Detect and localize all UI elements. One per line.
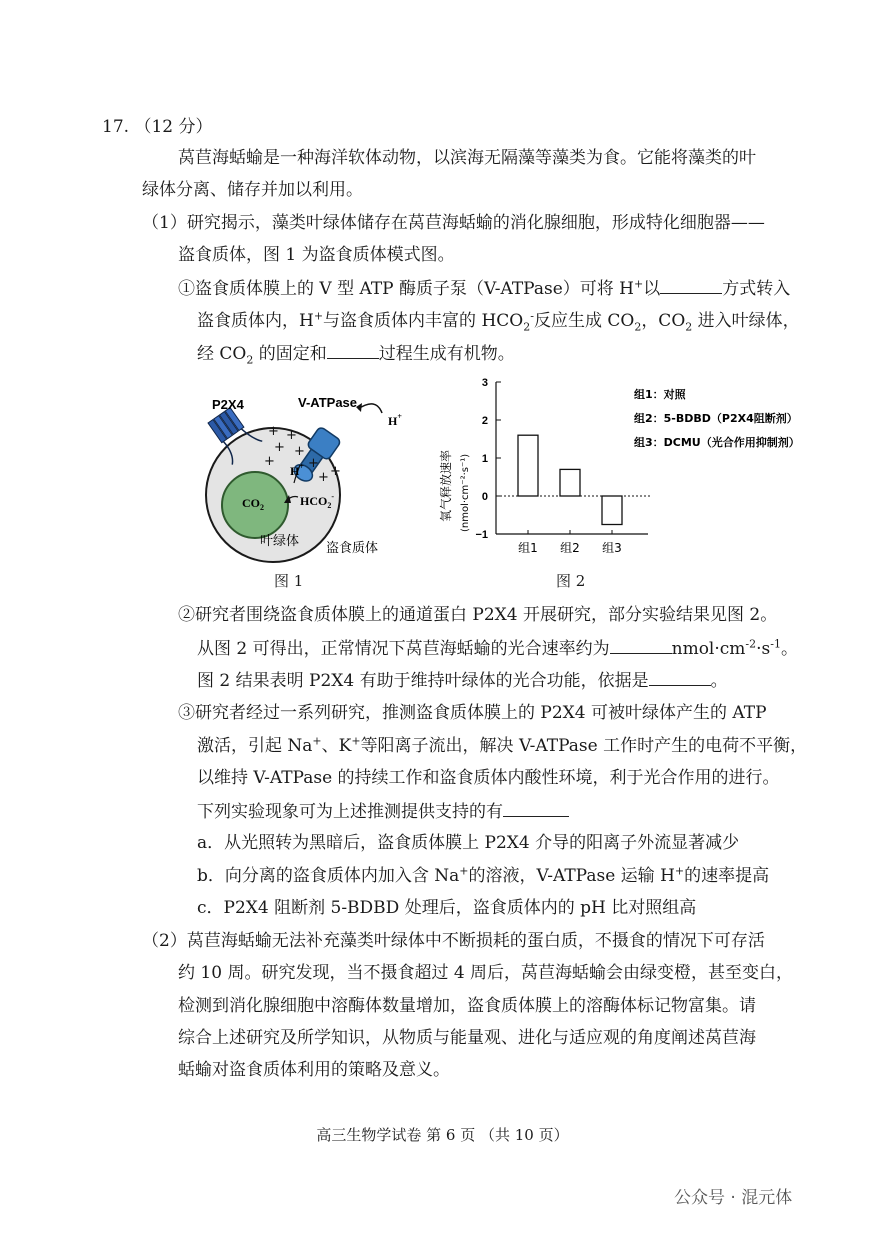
text: ·s [756, 639, 771, 659]
text: 的速率提高 [684, 866, 770, 886]
svg-text:+: + [264, 454, 275, 469]
answer-blank-4[interactable] [649, 669, 711, 686]
svg-text:+: + [268, 424, 279, 439]
sub2-line-1: ②研究者围绕盗食质体膜上的通道蛋白 P2X4 开展研究，部分实验结果见图 2。 [178, 605, 778, 625]
sub2-line-3 [197, 669, 728, 692]
intro-line-2: 绿体分离、储存并加以利用。 [142, 180, 363, 200]
sup: + [312, 734, 322, 748]
y-tick-label: 2 [481, 415, 488, 427]
answer-blank-2[interactable] [327, 342, 379, 359]
h-charge: + [397, 412, 402, 421]
sub1-line-3 [197, 342, 515, 365]
co2-text: CO [242, 496, 260, 510]
sub2-line-2 [197, 637, 798, 660]
text: 进入叶绿体， [692, 311, 800, 331]
x-tick-label: 组1 [518, 541, 538, 555]
chloroplast-label: 叶绿体 [260, 534, 300, 549]
y-axis-title [438, 450, 471, 532]
sup: + [351, 734, 361, 748]
text: 图 2 结果表明 P2X4 有助于维持叶绿体的光合功能，依据是 [197, 671, 649, 691]
svg-text:+: + [274, 440, 285, 455]
question-score: （12 分） [134, 117, 213, 137]
question-number-text: 17. [102, 117, 130, 137]
part2-line-3: 检测到消化腺细胞中溶酶体数量增加，盗食质体膜上的溶酶体标记物富集。请 [178, 996, 756, 1016]
hco3-text: HCO [300, 494, 328, 508]
sub3-line-2 [197, 735, 807, 757]
svg-text:+: + [308, 456, 319, 471]
hco3-charge: - [331, 492, 335, 501]
y-tick-label: −1 [475, 529, 488, 541]
sub: 2 [685, 320, 693, 334]
h-outside-label [388, 412, 402, 428]
intro-line-1: 莴苣海蛞蝓是一种海洋软体动物，以滨海无隔藻等藻类为食。它能将藻类的叶 [178, 148, 756, 168]
text: 过程生成有机物。 [378, 344, 515, 364]
sub3-line-4 [197, 800, 569, 823]
answer-blank-5[interactable] [503, 800, 569, 817]
text: 的固定和 [253, 344, 327, 364]
sub3-line-1: ③研究者经过一系列研究，推测盗食质体膜上的 P2X4 可被叶绿体产生的 ATP [178, 703, 767, 723]
bar-组2 [560, 469, 580, 496]
part2-line-1: （2）莴苣海蛞蝓无法补充藻类叶绿体中不断损耗的蛋白质，不摄食的情况下可存活 [142, 931, 765, 951]
p2x4-label: P2X4 [212, 397, 244, 412]
option-c: c．P2X4 阻断剂 5-BDBD 处理后，盗食质体内的 pH 比对照组高 [197, 898, 697, 918]
svg-text:+: + [330, 464, 341, 479]
sup: -1 [770, 637, 781, 651]
legend [634, 387, 800, 449]
legend-entry: 组1：对照 [634, 388, 686, 401]
text: 激活，引起 Na [197, 736, 313, 756]
h-text: H [290, 464, 300, 478]
answer-blank-1[interactable] [660, 277, 722, 294]
sub: 2 [246, 353, 254, 367]
part1-line-2: 盗食质体，图 1 为盗食质体模式图。 [178, 245, 455, 265]
y-axis-label: 氧气释放速率 [439, 449, 453, 522]
option-a: a．从光照转为黑暗后，盗食质体膜上 P2X4 介导的阳离子外流显著减少 [197, 833, 740, 853]
h-charge: + [299, 462, 304, 471]
text: ，CO [641, 311, 686, 331]
bars [518, 435, 622, 524]
y-axis-unit: (nmol·cm⁻²·s⁻¹) [460, 453, 471, 532]
svg-text:+: + [318, 470, 329, 485]
co2-sub: 2 [260, 503, 264, 512]
y-tick-label: 3 [481, 377, 488, 389]
text: 经 CO [197, 344, 247, 364]
kleptoplast-label: 盗食质体 [326, 541, 379, 556]
sub1-line-2 [197, 310, 800, 332]
svg-text:+: + [286, 428, 297, 443]
part2-line-4: 综合上述研究及所学知识，从物质与能量观、进化与适应观的角度阐述莴苣海 [178, 1028, 756, 1048]
text: 方式转入 [722, 279, 791, 299]
svg-text:+: + [294, 444, 305, 459]
sup: + [674, 864, 685, 878]
figure-1-diagram [190, 395, 420, 565]
text: 从图 2 可得出，正常情况下莴苣海蛞蝓的光合速率约为 [197, 639, 610, 659]
sup: + [634, 277, 644, 291]
sub: 2 [523, 320, 531, 334]
sup: -2 [745, 637, 757, 651]
text: 等阳离子流出，解决 V-ATPase 工作时产生的电荷不平衡， [360, 736, 808, 756]
h-text: H [388, 414, 398, 428]
figure-1-caption: 图 1 [274, 572, 304, 590]
sub: 2 [634, 320, 642, 334]
text: 、K [321, 736, 352, 756]
text: 反应生成 CO [533, 311, 635, 331]
sup: + [459, 864, 469, 878]
bar-组3 [602, 496, 622, 525]
figure-2-chart [428, 372, 828, 572]
v-atpase-label: V-ATPase [298, 395, 358, 410]
x-tick-label: 组3 [602, 541, 622, 555]
question-number [102, 116, 213, 138]
answer-blank-3[interactable] [610, 637, 672, 654]
sub1-line-1 [178, 277, 790, 300]
text: nmol·cm [671, 639, 746, 659]
text: 与盗食质体内丰富的 HCO [323, 311, 524, 331]
sup: + [313, 309, 324, 323]
page-footer: 高三生物学试卷 第 6 页 （共 10 页） [316, 1126, 569, 1144]
text: 下列实验现象可为上述推测提供支持的有 [197, 802, 503, 822]
text: 。 [710, 671, 728, 691]
text: 的溶液，V-ATPase 运输 H [468, 866, 675, 886]
hco3-sub: 2 [327, 501, 332, 510]
sub3-line-3: 以维持 V-ATPase 的持续工作和盗食质体内酸性环境，利于光合作用的进行。 [197, 768, 780, 788]
axes [475, 377, 650, 555]
part2-line-5: 蛞蝓对盗食质体利用的策略及意义。 [178, 1060, 450, 1080]
x-tick-label: 组2 [560, 541, 580, 555]
part2-line-2: 约 10 周。研究发现，当不摄食超过 4 周后，莴苣海蛞蝓会由绿变橙，甚至变白， [178, 963, 794, 983]
text: 盗食质体内，H [197, 311, 314, 331]
y-tick-label: 1 [481, 453, 488, 465]
option-b [197, 865, 769, 887]
figure-2-caption: 图 2 [556, 572, 586, 590]
text: ①盗食质体膜上的 V 型 ATP 酶质子泵（V-ATPase）可将 H [178, 279, 634, 299]
part1-line-1: （1）研究揭示，藻类叶绿体储存在莴苣海蛞蝓的消化腺细胞，形成特化细胞器—— [142, 213, 765, 233]
y-tick-label: 0 [481, 491, 488, 503]
legend-entry: 组3：DCMU（光合作用抑制剂） [634, 436, 800, 449]
watermark: 公众号 · 混元体 [674, 1188, 793, 1208]
text: 以 [643, 279, 661, 299]
sup: - [530, 309, 534, 323]
text: 。 [781, 639, 798, 659]
legend-entry: 组2：5-BDBD（P2X4阻断剂） [634, 412, 798, 425]
bar-组1 [518, 435, 538, 496]
text: b．向分离的盗食质体内加入含 Na [197, 866, 460, 886]
